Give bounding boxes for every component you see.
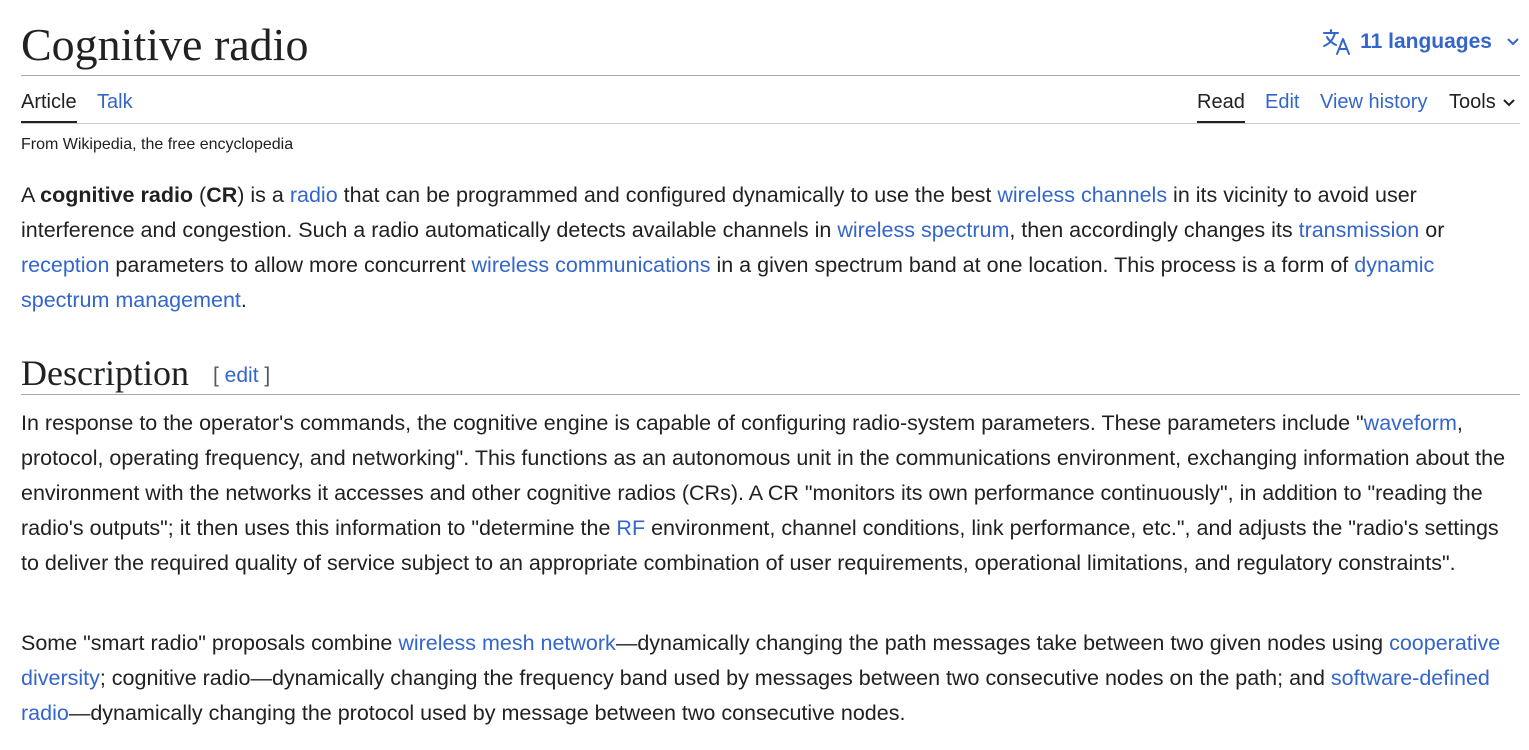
link-wireless-spectrum[interactable]: wireless spectrum bbox=[837, 218, 1010, 242]
link-wireless-channels[interactable]: wireless channels bbox=[997, 183, 1168, 207]
site-tagline: From Wikipedia, the free encyclopedia bbox=[21, 136, 294, 153]
section-heading-row bbox=[21, 349, 1520, 395]
text: —dynamically changing the protocol used by message between two consecutive nodes. bbox=[68, 701, 906, 725]
text: or bbox=[1419, 218, 1445, 242]
link-rf[interactable]: RF bbox=[616, 516, 646, 540]
chevron-down-icon bbox=[1506, 37, 1520, 47]
link-cooperative-diversity[interactable]: cooperative diversity bbox=[21, 631, 1501, 690]
bold-abbr: CR bbox=[206, 183, 238, 207]
text: in its vicinity to avoid user interference and congestion. Such a radio automatically detects available channels in bbox=[21, 183, 1417, 242]
text: , then accordingly changes its bbox=[1009, 218, 1299, 242]
text: ( bbox=[193, 183, 207, 207]
page bbox=[21, 0, 1520, 725]
chevron-down-icon bbox=[1496, 90, 1516, 114]
link-reception[interactable]: reception bbox=[21, 253, 110, 277]
intro-paragraph bbox=[21, 178, 1520, 318]
link-radio[interactable]: radio bbox=[289, 183, 338, 207]
text: that can be programmed and configured dynamically to use the best bbox=[337, 183, 998, 207]
tab-article[interactable]: Article bbox=[21, 90, 77, 123]
bold-term: cognitive radio bbox=[40, 183, 194, 207]
link-transmission[interactable]: transmission bbox=[1298, 218, 1420, 242]
text: . bbox=[240, 288, 247, 312]
section-edit bbox=[213, 364, 270, 388]
section-edit-link[interactable]: edit bbox=[224, 364, 259, 387]
language-icon bbox=[1322, 28, 1352, 56]
text: environment, channel conditions, link performance, etc.", and adjusts the "radio's settings to deliver the required quality of service subject to an appropriate combination of user requirements, operational limitations, and regulatory constraints". bbox=[21, 516, 1499, 575]
tab-talk[interactable]: Talk bbox=[97, 91, 133, 113]
text: —dynamically changing the path messages take between two given nodes using bbox=[615, 631, 1390, 655]
bracket-close: ] bbox=[258, 364, 271, 387]
tabs-row bbox=[21, 76, 1520, 124]
tab-read[interactable]: Read bbox=[1197, 90, 1245, 123]
section-title: Description bbox=[21, 353, 189, 393]
text: in a given spectrum band at one location. This process is a form of bbox=[710, 253, 1355, 277]
description-paragraph-2 bbox=[21, 626, 1520, 731]
text: , protocol, operating frequency, and networking". This functions as an autonomous unit in the communications environment, exchanging information about the environment with the networks it accesses and other cognitive radios (CRs). A CR "monitors its own performance continuously", in addition to "reading the radio's outputs"; it then uses this information to "determine the bbox=[21, 411, 1506, 540]
link-wireless-mesh-network[interactable]: wireless mesh network bbox=[398, 631, 616, 655]
link-dynamic-spectrum-management[interactable]: dynamic spectrum management bbox=[21, 253, 1435, 312]
tab-edit[interactable]: Edit bbox=[1265, 91, 1300, 113]
text: ; cognitive radio—dynamically changing the frequency band used by messages between two consecutive nodes on the path; and bbox=[99, 666, 1331, 690]
languages-label: 11 languages bbox=[1360, 30, 1492, 53]
text: Some "smart radio" proposals combine bbox=[21, 631, 399, 655]
link-wireless-communications[interactable]: wireless communications bbox=[471, 253, 711, 277]
text: In response to the operator's commands, the cognitive engine is capable of configuring radio-system parameters. These parameters include " bbox=[21, 411, 1364, 435]
link-waveform[interactable]: waveform bbox=[1363, 411, 1457, 435]
text: ) is a bbox=[237, 183, 290, 207]
tools-label: Tools bbox=[1449, 91, 1496, 113]
text: A bbox=[21, 183, 41, 207]
tab-tools[interactable] bbox=[1449, 90, 1516, 114]
link-software-defined-radio[interactable]: software-defined radio bbox=[21, 666, 1490, 725]
tab-view-history[interactable]: View history bbox=[1320, 91, 1428, 113]
description-paragraph-1 bbox=[21, 406, 1520, 581]
page-title: Cognitive radio bbox=[21, 19, 309, 70]
text: parameters to allow more concurrent bbox=[109, 253, 472, 277]
languages-button[interactable] bbox=[1322, 28, 1520, 56]
bracket-open: [ bbox=[213, 364, 225, 387]
title-row bbox=[21, 0, 1520, 76]
